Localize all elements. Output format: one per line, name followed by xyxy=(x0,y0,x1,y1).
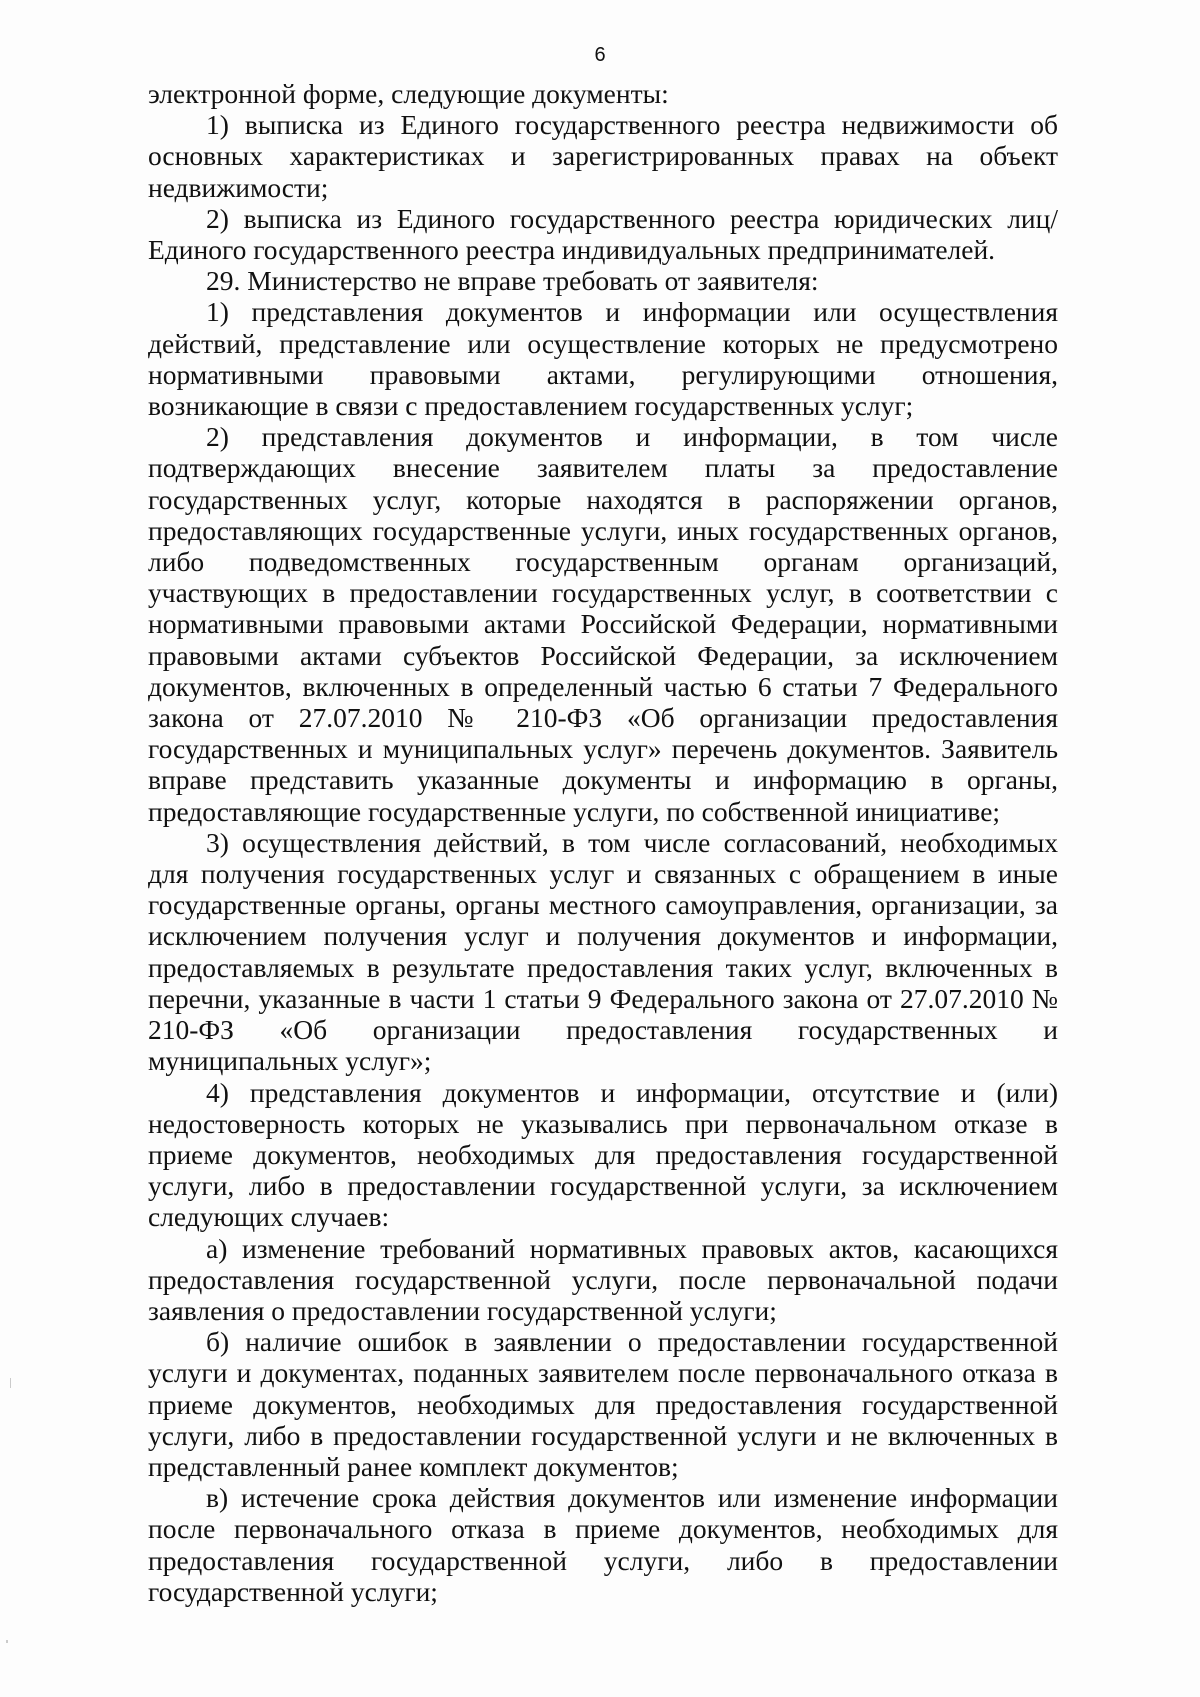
page-number: 6 xyxy=(594,44,606,66)
paragraph-clause-29-item-1: 1) представления документов и информации или осуществления действий, представление или осуществление которых не предусмотрено нормативными правовыми актами, регулирующими отношения, возникающие в связи с предоставлением государственных услуг; xyxy=(148,296,1058,422)
paragraph-subitem-a: а) изменение требований нормативных правовых актов, касающихся предоставления государственной услуги, после первоначальной подачи заявления о предоставлении государственной услуги; xyxy=(148,1232,1058,1326)
document-body xyxy=(148,78,1058,1607)
scan-artifact-left-2 xyxy=(6,1640,8,1643)
paragraph-clause-29: 29. Министерство не вправе требовать от заявителя: xyxy=(206,265,819,297)
paragraph-continuation: электронной форме, следующие документы: xyxy=(148,78,669,109)
paragraph-item-1-egrn: 1) выписка из Единого государственного реестра недвижимости об основных характеристиках и зарегистрированных правах на объект недвижимости; xyxy=(148,109,1058,203)
paragraph-clause-29-item-3: 3) осуществления действий, в том числе согласований, необходимых для получения государственных услуг и связанных с обращением в иные государственные органы, органы местного самоуправления, организации, за исключением получения услуг и получения документов и информации, предоставляемых в результате предоставления таких услуг, включенных в перечни, указанные в части 1 статьи 9 Федерального закона от 27.07.2010 № 210-ФЗ «Об организации предоставления государственных и муниципальных услуг»; xyxy=(148,826,1058,1077)
paragraph-clause-29-item-2: 2) представления документов и информации, в том числе подтверждающих внесение заявителем платы за предоставление государственных услуг, которые находятся в распоряжении органов, предоставляющих государственные услуги, иных государственных органов, либо подведомственных государственным органам организаций, участвующих в предоставлении государственных услуг, в соответствии с нормативными правовыми актами Российской Федерации, нормативными правовыми актами субъектов Российской Федерации, за исключением документов, включенных в определенный частью 6 статьи 7 Федерального закона от 27.07.2010 № 210-ФЗ «Об организации предоставления государственных и муниципальных услуг» перечень документов. Заявитель вправе представить указанные документы и информацию в органы, предоставляющие государственные услуги, по собственной инициативе; xyxy=(148,421,1058,827)
paragraph-item-2-egrul: 2) выписка из Единого государственного реестра юридических лиц/Единого государственного реестра индивидуальных предпринимателей. xyxy=(148,202,1058,266)
scan-artifact-left-1 xyxy=(10,1378,11,1388)
paragraph-clause-29-item-4: 4) представления документов и информации, отсутствие и (или) недостоверность которых не указывались при первоначальном отказе в приеме документов, необходимых для предоставления государственной услуги, либо в предоставлении государственной услуги, за исключением следующих случаев: xyxy=(148,1076,1058,1233)
paragraph-subitem-b: б) наличие ошибок в заявлении о предоставлении государственной услуги и документах, поданных заявителем после первоначального отказа в приеме документов, необходимых для предоставления государственной услуги, либо в предоставлении государственной услуги и не включенных в представленный ранее комплект документов; xyxy=(148,1326,1058,1482)
paragraph-subitem-v: в) истечение срока действия документов или изменение информации после первоначального отказа в приеме документов, необходимых для предоставления государственной услуги, либо в предоставлении государственной услуги; xyxy=(148,1482,1058,1607)
